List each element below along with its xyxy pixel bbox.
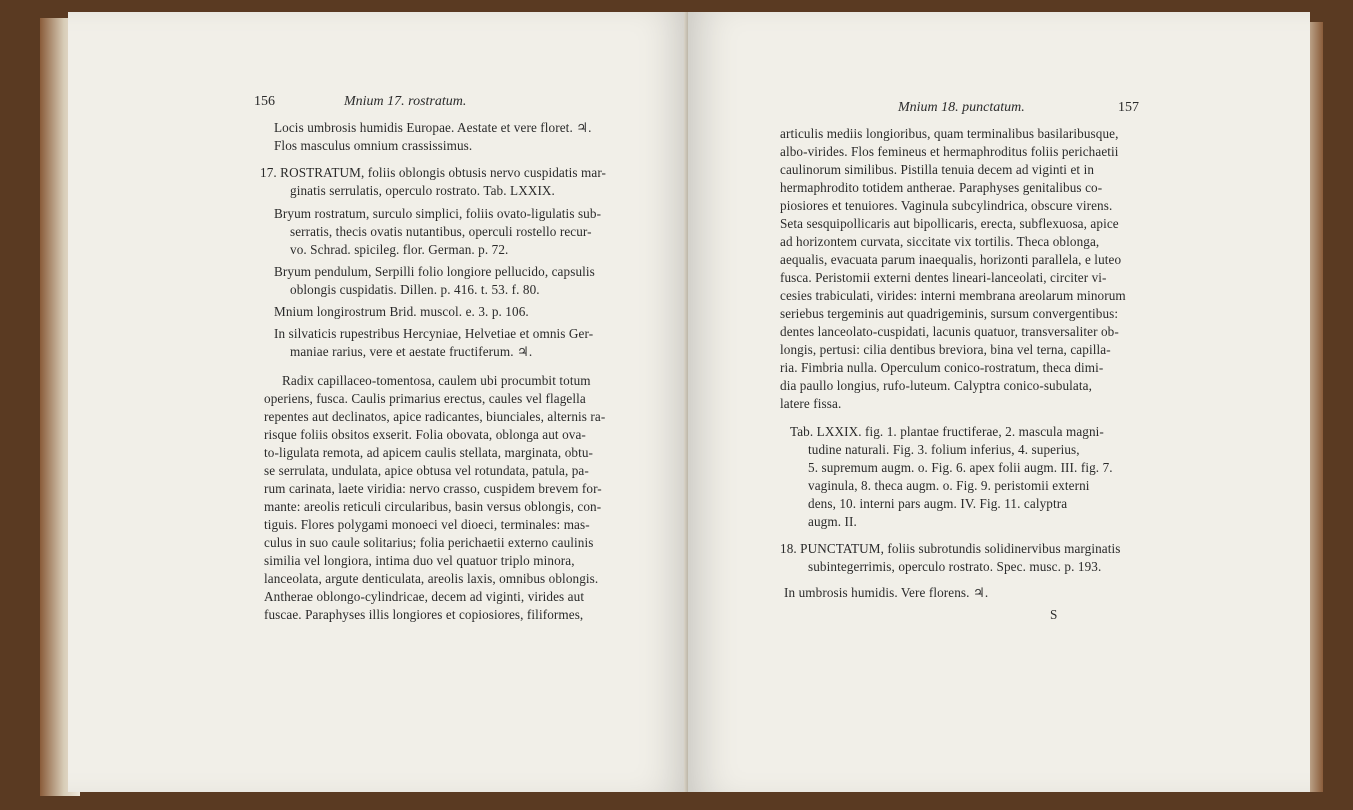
text-line: Mnium longirostrum Brid. muscol. e. 3. p. 106. — [274, 304, 529, 319]
text-line: Bryum pendulum, Serpilli folio longiore pellucido, capsulis — [274, 264, 595, 279]
text-line: seriebus tergeminis aut quadrigeminis, sursum convergentibus: — [780, 306, 1119, 321]
text-line: ad horizontem curvata, siccitate vix tortilis. Theca oblonga, — [780, 234, 1100, 249]
text-line: vaginula, 8. theca augm. o. Fig. 9. peristomii externi — [808, 478, 1090, 493]
text-line: vo. Schrad. spicileg. flor. German. p. 72. — [290, 242, 509, 257]
text-line: ria. Fimbria nulla. Operculum conico-rostratum, theca dimi- — [780, 360, 1104, 375]
text-line: mante: areolis reticuli circularibus, basin versus oblongis, con- — [264, 499, 602, 514]
text-line: cesies trabiculati, virides: interni membrana areolarum minorum — [780, 288, 1126, 303]
text-line: 5. supremum augm. o. Fig. 6. apex folii augm. III. fig. 7. — [808, 460, 1113, 475]
text-line: In silvaticis rupestribus Hercyniae, Helvetiae et omnis Ger- — [274, 326, 594, 341]
text-line: repentes aut declinatos, apice radicantes, biunciales, alternis ra- — [264, 409, 606, 424]
text-line: Seta sesquipollicaris aut bipollicaris, erecta, subflexuosa, apice — [780, 216, 1119, 231]
text-line: latere fissa. — [780, 396, 842, 411]
text-line: caulinorum similibus. Pistilla tenuia decem ad viginti et in — [780, 162, 1095, 177]
text-line: ginatis serrulatis, operculo rostrato. Tab. LXXIX. — [290, 183, 555, 198]
text-line: operiens, fusca. Caulis primarius erectus, caules vel flagella — [264, 391, 586, 406]
text-line: dens, 10. interni pars augm. IV. Fig. 11. calyptra — [808, 496, 1068, 511]
signature-mark: S — [1050, 607, 1058, 622]
text-line: rum carinata, laete viridia: nervo crasso, cuspidem brevem for- — [264, 481, 602, 496]
text-line: 17. ROSTRATUM, foliis oblongis obtusis nervo cuspidatis mar- — [260, 165, 607, 180]
left-page — [68, 12, 688, 792]
text-line: Bryum rostratum, surculo simplici, foliis ovato-ligulatis sub- — [274, 206, 602, 221]
text-line: serratis, thecis ovatis nutantibus, operculi rostello recur- — [290, 224, 592, 239]
text-line: se serrulata, undulata, apice obtusa vel rotundata, patula, pa- — [264, 463, 589, 478]
text-line: tudine naturali. Fig. 3. folium inferius, 4. superius, — [808, 442, 1080, 457]
right-page — [688, 12, 1310, 792]
text-line: piosiores et tenuiores. Vaginula subcylindrica, obscure virens. — [780, 198, 1113, 213]
text-line: dentes lanceolato-cuspidati, lacunis quatuor, transversaliter ob- — [780, 324, 1119, 339]
text-line: to-ligulata remota, ad apicem caulis stellata, marginata, obtu- — [264, 445, 594, 460]
text-line: Radix capillaceo-tomentosa, caulem ubi procumbit totum — [282, 373, 591, 388]
text-line: fusca. Peristomii externi dentes lineari-lanceolati, circiter vi- — [780, 270, 1107, 285]
text-line: augm. II. — [808, 514, 857, 529]
text-line: hermaphrodito totidem antherae. Paraphyses genitalibus co- — [780, 180, 1103, 195]
text-line: albo-virides. Flos femineus et hermaphroditus foliis perichaetii — [780, 144, 1119, 159]
text-line: similia vel longiora, intima duo vel quatuor triplo minora, — [264, 553, 575, 568]
text-line: longis, pertusi: cilia dentibus breviora, bina vel terna, capilla- — [780, 342, 1111, 357]
page-number: 157 — [1118, 100, 1139, 115]
text-line: fuscae. Paraphyses illis longiores et copiosiores, filiformes, — [264, 607, 584, 622]
text-line: 18. PUNCTATUM, foliis subrotundis solidinervibus marginatis — [780, 541, 1121, 556]
running-head: Mnium 17. rostratum. — [344, 94, 467, 109]
running-head: Mnium 18. punctatum. — [898, 100, 1025, 115]
text-line: culus in suo caule solitarius; folia perichaetii externo caulinis — [264, 535, 594, 550]
text-line: articulis mediis longioribus, quam terminalibus basilaribusque, — [780, 126, 1119, 141]
text-line: lanceolata, argute denticulata, areolis laxis, omnibus oblongis. — [264, 571, 599, 586]
text-line: maniae rarius, vere et aestate fructiferum. ♃. — [290, 344, 533, 359]
text-line: risque foliis obsitos exserit. Folia obovata, oblonga aut ova- — [264, 427, 586, 442]
text-line: tiguis. Flores polygami monoeci vel dioeci, terminales: mas- — [264, 517, 590, 532]
text-line: Antherae oblongo-cylindricae, decem ad viginti, virides aut — [264, 589, 585, 604]
text-line: aequalis, evacuata parum inaequalis, horizonti parallela, e luteo — [780, 252, 1122, 267]
text-line: Locis umbrosis humidis Europae. Aestate et vere floret. ♃. — [274, 120, 592, 135]
text-line: oblongis cuspidatis. Dillen. p. 416. t. 53. f. 80. — [290, 282, 540, 297]
text-line: Tab. LXXIX. fig. 1. plantae fructiferae, 2. mascula magni- — [790, 424, 1104, 439]
text-line: dia paullo longius, rufo-luteum. Calyptra conico-subulata, — [780, 378, 1092, 393]
text-line: Flos masculus omnium crassissimus. — [274, 138, 473, 153]
text-line: In umbrosis humidis. Vere florens. ♃. — [784, 585, 989, 600]
text-line: subintegerrimis, operculo rostrato. Spec. musc. p. 193. — [808, 559, 1102, 574]
page-number: 156 — [254, 94, 275, 109]
